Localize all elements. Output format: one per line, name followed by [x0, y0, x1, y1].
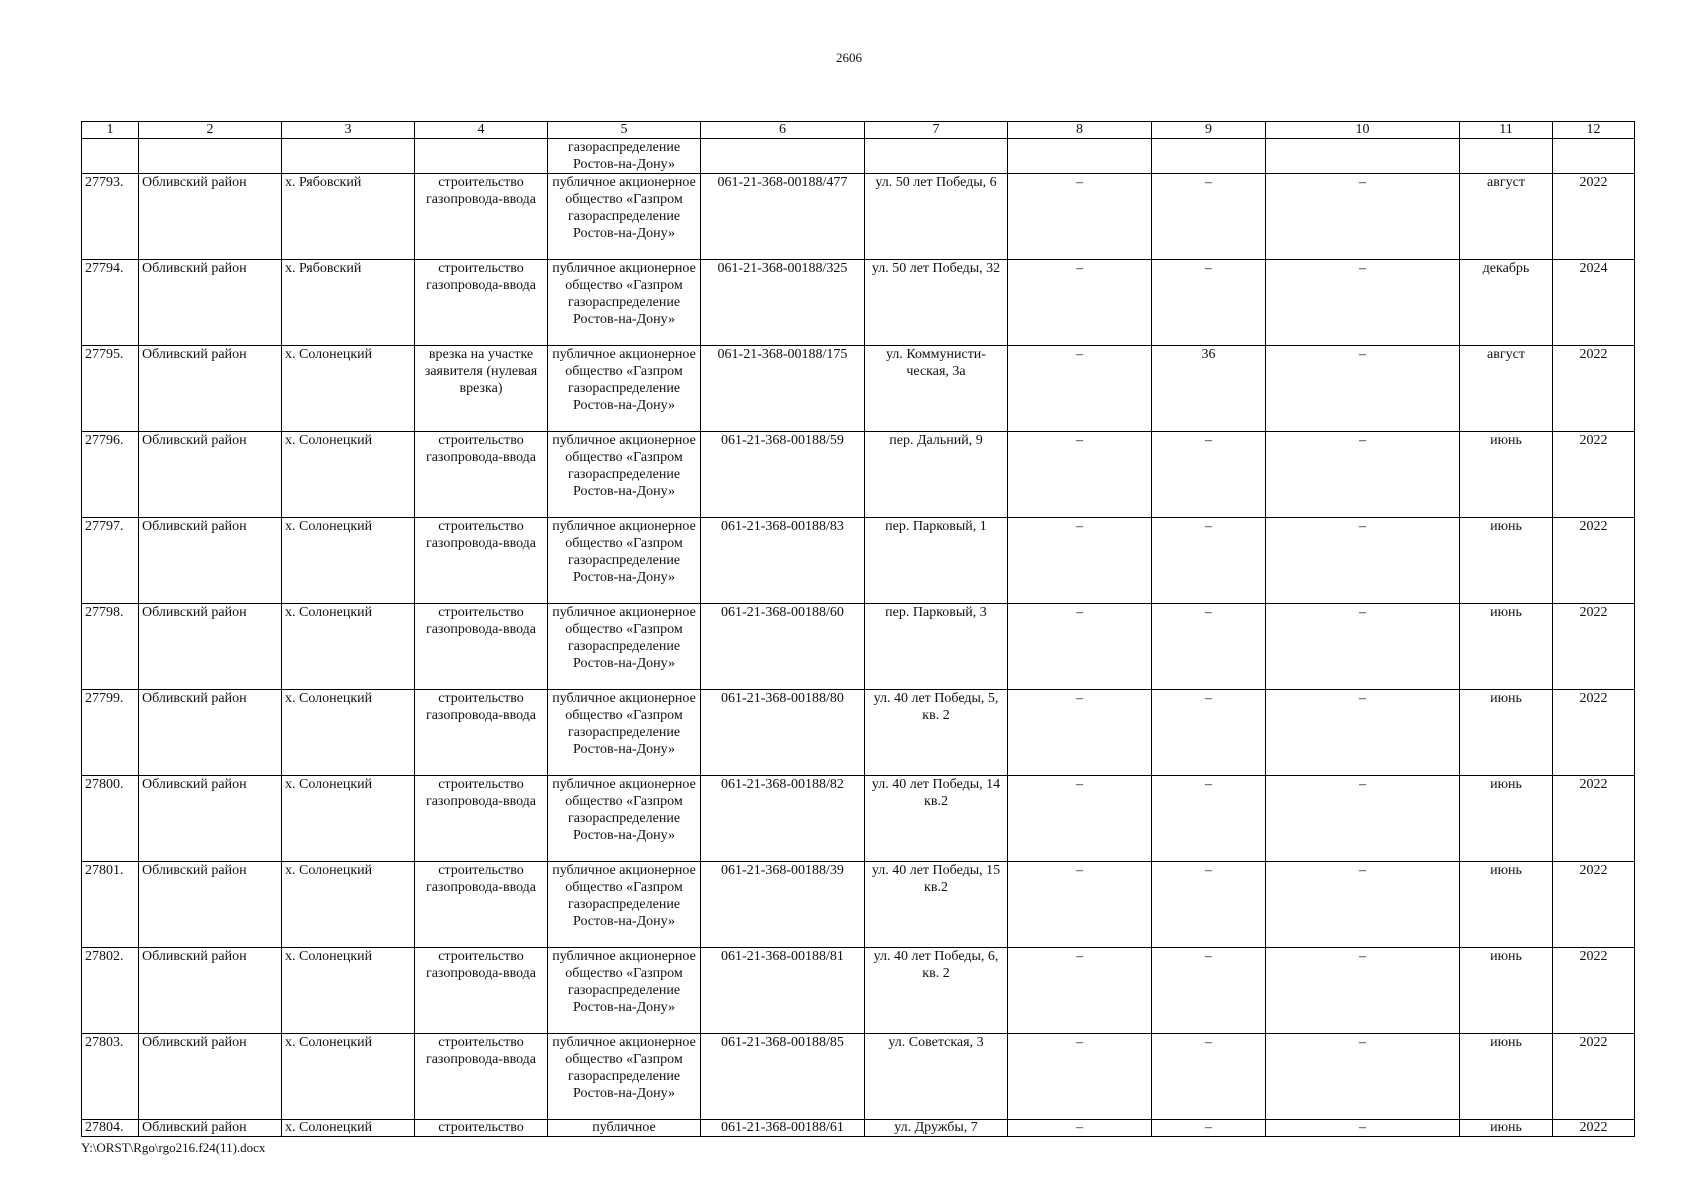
cell-year: 2022 [1553, 690, 1635, 776]
table-row [82, 1120, 1635, 1137]
cell-month: июнь [1460, 862, 1553, 948]
cell-col-10: – [1266, 518, 1460, 604]
cell-district [139, 139, 282, 174]
cell-address: ул. 40 лет Победы, 14 кв.2 [865, 776, 1008, 862]
cell-organization: публичное акционерное общество «Газпром газораспределение Ростов-на-Дону» [548, 776, 701, 862]
cell-year: 2022 [1553, 948, 1635, 1034]
continuation-row [82, 139, 1635, 174]
cell-application-number: 061-21-368-00188/175 [701, 346, 865, 432]
header-cell-application-number: 6 [701, 122, 865, 139]
cell-month: июнь [1460, 518, 1553, 604]
cell-col-9: – [1152, 604, 1266, 690]
cell-application-number: 061-21-368-00188/325 [701, 260, 865, 346]
cell-col-9: – [1152, 260, 1266, 346]
cell-month: июнь [1460, 1120, 1553, 1137]
cell-application-number: 061-21-368-00188/85 [701, 1034, 865, 1120]
registry-table [81, 121, 1635, 1137]
cell-work-type: врезка на участке заявителя (нулевая врезка) [415, 346, 548, 432]
header-cell-col-8: 8 [1008, 122, 1152, 139]
footer-file-path: Y:\ORST\Rgo\rgo216.f24(11).docx [81, 1140, 266, 1155]
cell-settlement: х. Солонецкий [282, 346, 415, 432]
cell-year: 2022 [1553, 862, 1635, 948]
table-row [82, 690, 1635, 776]
cell-work-type: строительство газопровода-ввода [415, 862, 548, 948]
cell-address: пер. Парковый, 3 [865, 604, 1008, 690]
cell-number: 27801. [82, 862, 139, 948]
cell-year: 2024 [1553, 260, 1635, 346]
cell-col-10: – [1266, 776, 1460, 862]
cell-work-type: строительство газопровода-ввода [415, 432, 548, 518]
cell-work-type: строительство газопровода-ввода [415, 260, 548, 346]
table-row [82, 948, 1635, 1034]
cell-col-8: – [1008, 862, 1152, 948]
cell-number: 27800. [82, 776, 139, 862]
cell-number: 27802. [82, 948, 139, 1034]
table-row [82, 1034, 1635, 1120]
cell-application-number: 061-21-368-00188/39 [701, 862, 865, 948]
cell-application-number: 061-21-368-00188/60 [701, 604, 865, 690]
cell-month: июнь [1460, 432, 1553, 518]
cell-settlement: х. Солонецкий [282, 776, 415, 862]
cell-settlement: х. Солонецкий [282, 1034, 415, 1120]
table-row [82, 604, 1635, 690]
cell-number: 27804. [82, 1120, 139, 1137]
table-row [82, 174, 1635, 260]
cell-district: Обливский район [139, 260, 282, 346]
cell-application-number: 061-21-368-00188/83 [701, 518, 865, 604]
cell-year: 2022 [1553, 518, 1635, 604]
cell-district: Обливский район [139, 518, 282, 604]
header-cell-settlement: 3 [282, 122, 415, 139]
cell-application-number: 061-21-368-00188/477 [701, 174, 865, 260]
cell-month: август [1460, 346, 1553, 432]
header-cell-address: 7 [865, 122, 1008, 139]
cell-organization: публичное акционерное общество «Газпром газораспределение Ростов-на-Дону» [548, 346, 701, 432]
cell-col-9: – [1152, 174, 1266, 260]
cell-year [1553, 139, 1635, 174]
header-cell-work-type: 4 [415, 122, 548, 139]
cell-address: ул. 50 лет Победы, 6 [865, 174, 1008, 260]
registry-table-wrapper [81, 121, 1634, 1137]
cell-month: декабрь [1460, 260, 1553, 346]
cell-col-10: – [1266, 862, 1460, 948]
table-row [82, 862, 1635, 948]
cell-work-type: строительство газопровода-ввода [415, 604, 548, 690]
cell-work-type: строительство газопровода-ввода [415, 776, 548, 862]
cell-col-8: – [1008, 432, 1152, 518]
cell-col-8: – [1008, 948, 1152, 1034]
cell-work-type: строительство [415, 1120, 548, 1137]
cell-settlement: х. Солонецкий [282, 432, 415, 518]
cell-address: ул. 40 лет Победы, 5, кв. 2 [865, 690, 1008, 776]
cell-col-8: – [1008, 776, 1152, 862]
cell-col-10: – [1266, 948, 1460, 1034]
cell-col-10 [1266, 139, 1460, 174]
header-cell-year: 12 [1553, 122, 1635, 139]
cell-district: Обливский район [139, 174, 282, 260]
cell-col-8 [1008, 139, 1152, 174]
cell-settlement: х. Рябовский [282, 174, 415, 260]
cell-address: ул. Коммунисти-ческая, 3а [865, 346, 1008, 432]
cell-organization: публичное акционерное общество «Газпром газораспределение Ростов-на-Дону» [548, 1034, 701, 1120]
cell-organization: публичное [548, 1120, 701, 1137]
cell-number [82, 139, 139, 174]
cell-settlement: х. Солонецкий [282, 604, 415, 690]
cell-application-number: 061-21-368-00188/61 [701, 1120, 865, 1137]
cell-year: 2022 [1553, 776, 1635, 862]
cell-number: 27796. [82, 432, 139, 518]
cell-application-number [701, 139, 865, 174]
cell-number: 27803. [82, 1034, 139, 1120]
cell-col-9: 36 [1152, 346, 1266, 432]
cell-col-8: – [1008, 604, 1152, 690]
cell-address: пер. Дальний, 9 [865, 432, 1008, 518]
cell-district: Обливский район [139, 1120, 282, 1137]
cell-col-10: – [1266, 260, 1460, 346]
cell-district: Обливский район [139, 690, 282, 776]
header-cell-number: 1 [82, 122, 139, 139]
cell-col-8: – [1008, 518, 1152, 604]
cell-work-type: строительство газопровода-ввода [415, 518, 548, 604]
cell-district: Обливский район [139, 432, 282, 518]
cell-month: июнь [1460, 1034, 1553, 1120]
cell-district: Обливский район [139, 1034, 282, 1120]
cell-organization: газораспределение Ростов-на-Дону» [548, 139, 701, 174]
table-row [82, 518, 1635, 604]
cell-address [865, 139, 1008, 174]
cell-col-10: – [1266, 690, 1460, 776]
cell-application-number: 061-21-368-00188/59 [701, 432, 865, 518]
header-cell-district: 2 [139, 122, 282, 139]
cell-organization: публичное акционерное общество «Газпром газораспределение Ростов-на-Дону» [548, 948, 701, 1034]
cell-number: 27797. [82, 518, 139, 604]
cell-col-9: – [1152, 948, 1266, 1034]
cell-col-10: – [1266, 1034, 1460, 1120]
cell-settlement [282, 139, 415, 174]
cell-application-number: 061-21-368-00188/80 [701, 690, 865, 776]
page-number: 2606 [836, 50, 862, 65]
cell-address: ул. 40 лет Победы, 15 кв.2 [865, 862, 1008, 948]
cell-settlement: х. Солонецкий [282, 862, 415, 948]
cell-year: 2022 [1553, 1034, 1635, 1120]
cell-col-8: – [1008, 174, 1152, 260]
cell-year: 2022 [1553, 346, 1635, 432]
cell-number: 27793. [82, 174, 139, 260]
cell-month: июнь [1460, 690, 1553, 776]
cell-district: Обливский район [139, 776, 282, 862]
cell-col-10: – [1266, 604, 1460, 690]
cell-col-10: – [1266, 346, 1460, 432]
cell-col-9 [1152, 139, 1266, 174]
header-cell-col-10: 10 [1266, 122, 1460, 139]
cell-address: ул. 40 лет Победы, 6, кв. 2 [865, 948, 1008, 1034]
cell-month: июнь [1460, 948, 1553, 1034]
cell-col-10: – [1266, 1120, 1460, 1137]
cell-work-type: строительство газопровода-ввода [415, 174, 548, 260]
cell-work-type: строительство газопровода-ввода [415, 1034, 548, 1120]
header-cell-organization: 5 [548, 122, 701, 139]
cell-settlement: х. Солонецкий [282, 948, 415, 1034]
cell-application-number: 061-21-368-00188/82 [701, 776, 865, 862]
cell-year: 2022 [1553, 174, 1635, 260]
cell-col-8: – [1008, 260, 1152, 346]
cell-month: июнь [1460, 604, 1553, 690]
cell-organization: публичное акционерное общество «Газпром газораспределение Ростов-на-Дону» [548, 690, 701, 776]
cell-address: ул. Дружбы, 7 [865, 1120, 1008, 1137]
cell-district: Обливский район [139, 862, 282, 948]
cell-organization: публичное акционерное общество «Газпром газораспределение Ростов-на-Дону» [548, 518, 701, 604]
table-row [82, 776, 1635, 862]
cell-work-type [415, 139, 548, 174]
cell-organization: публичное акционерное общество «Газпром газораспределение Ростов-на-Дону» [548, 174, 701, 260]
table-row [82, 346, 1635, 432]
cell-col-10: – [1266, 432, 1460, 518]
cell-settlement: х. Солонецкий [282, 690, 415, 776]
cell-settlement: х. Солонецкий [282, 518, 415, 604]
cell-organization: публичное акционерное общество «Газпром газораспределение Ростов-на-Дону» [548, 862, 701, 948]
cell-month [1460, 139, 1553, 174]
cell-organization: публичное акционерное общество «Газпром газораспределение Ростов-на-Дону» [548, 604, 701, 690]
cell-number: 27794. [82, 260, 139, 346]
cell-district: Обливский район [139, 346, 282, 432]
cell-col-8: – [1008, 346, 1152, 432]
cell-work-type: строительство газопровода-ввода [415, 690, 548, 776]
cell-col-9: – [1152, 690, 1266, 776]
column-number-row [82, 122, 1635, 139]
table-row [82, 432, 1635, 518]
cell-col-8: – [1008, 690, 1152, 776]
cell-number: 27799. [82, 690, 139, 776]
cell-address: ул. Советская, 3 [865, 1034, 1008, 1120]
cell-number: 27795. [82, 346, 139, 432]
table-row [82, 260, 1635, 346]
cell-year: 2022 [1553, 1120, 1635, 1137]
cell-col-9: – [1152, 1120, 1266, 1137]
header-cell-col-9: 9 [1152, 122, 1266, 139]
cell-organization: публичное акционерное общество «Газпром газораспределение Ростов-на-Дону» [548, 432, 701, 518]
cell-application-number: 061-21-368-00188/81 [701, 948, 865, 1034]
cell-number: 27798. [82, 604, 139, 690]
header-cell-month: 11 [1460, 122, 1553, 139]
cell-month: июнь [1460, 776, 1553, 862]
cell-col-9: – [1152, 862, 1266, 948]
cell-col-9: – [1152, 518, 1266, 604]
cell-col-8: – [1008, 1120, 1152, 1137]
cell-year: 2022 [1553, 432, 1635, 518]
cell-district: Обливский район [139, 948, 282, 1034]
cell-col-9: – [1152, 776, 1266, 862]
cell-col-10: – [1266, 174, 1460, 260]
cell-district: Обливский район [139, 604, 282, 690]
cell-col-8: – [1008, 1034, 1152, 1120]
cell-col-9: – [1152, 1034, 1266, 1120]
cell-address: пер. Парковый, 1 [865, 518, 1008, 604]
cell-settlement: х. Солонецкий [282, 1120, 415, 1137]
cell-month: август [1460, 174, 1553, 260]
cell-settlement: х. Рябовский [282, 260, 415, 346]
cell-address: ул. 50 лет Победы, 32 [865, 260, 1008, 346]
cell-year: 2022 [1553, 604, 1635, 690]
cell-work-type: строительство газопровода-ввода [415, 948, 548, 1034]
cell-col-9: – [1152, 432, 1266, 518]
cell-organization: публичное акционерное общество «Газпром газораспределение Ростов-на-Дону» [548, 260, 701, 346]
